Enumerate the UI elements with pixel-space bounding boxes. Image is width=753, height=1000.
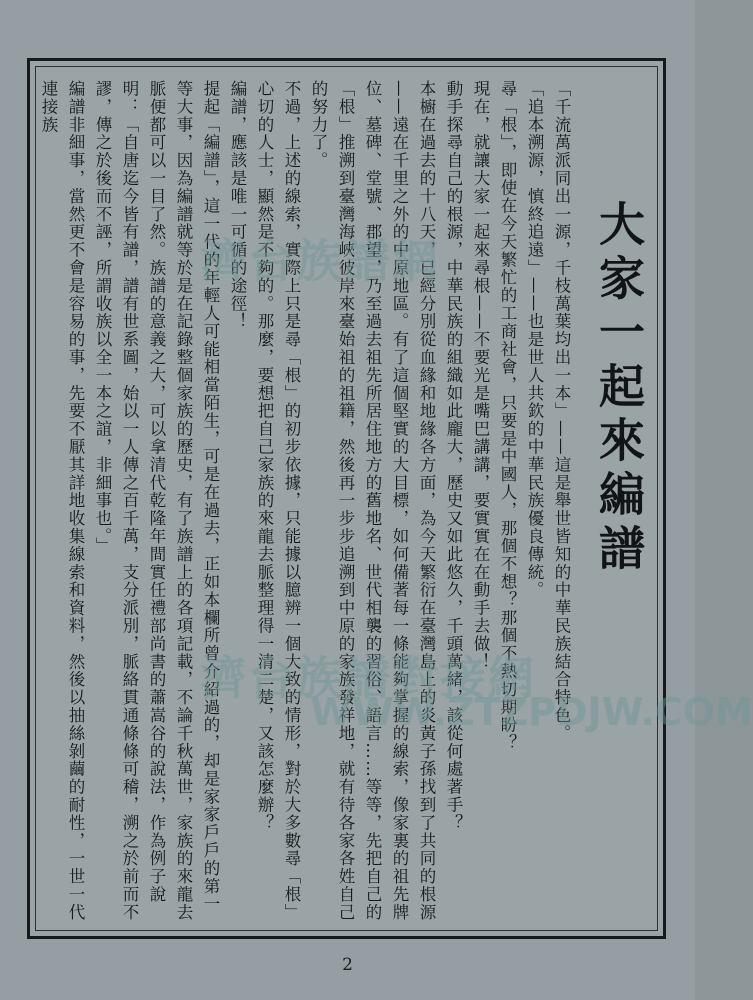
- paragraph-2: 「追本溯源，慎終追遠」——也是世人共欽的中華民族優良傳統。: [525, 80, 544, 600]
- watermark-text-top: 濟台族譜網: [200, 234, 440, 288]
- paragraph-5: 動手探尋自己的根源，中華民族的組織如此龐大，歷史又如此悠久，千頭萬緒，該從何處著手？: [444, 80, 463, 832]
- paragraph-1: 「千流萬派同出一源，千枝萬葉均出一本」——這是舉世皆知的中華民族結合特色。: [552, 80, 571, 743]
- paragraph-6: 本櫥在過去的十八天，已經分別從血緣和地緣各方面，為今天繁衍在臺灣島上的炎黃子孫找到了共同的根源——遠在千里之外的中原地區。有了這個堅實的大目標，如何備著每一條能夠掌握的線索，像家裏的祖先牌位、墓碑、堂號、郡望，乃至過去祖先所居住地方的舊地名、世代相襲的習俗、語言……等等，先把自己的「根」推溯到臺灣海峽彼岸來臺始祖的祖籍，然後再一步步追溯到中原的家族發祥地，就有待各家各姓自己的努力了。: [309, 80, 436, 922]
- paragraph-4: 現在，就讓大家一起來尋根——不要光是嘴巴講講，要實實在在動手去做！: [471, 80, 490, 671]
- paragraph-8: 編譜，應該是唯一可循的途徑！: [228, 80, 247, 331]
- watermark-url: WWW.ZTZPDJW.COM: [310, 690, 753, 734]
- paragraph-7: 不過，上述的線索，實際上只是尋「根」的初步依據，只能據以臆辨一個大致的情形，對於大多數尋「根」心切的人士，顯然是不夠的。那麼，要想把自己家族的來龍去脈整理得一清二楚，又該怎麼辦？: [255, 80, 301, 922]
- article-title: 大家一起來編譜: [592, 200, 646, 578]
- paragraph-9: 提起「編譜」，這一代的年輕人可能相當陌生，可是在過去，正如本欄所曾介紹過的，却是家家戶戶的第一等大事，因為編譜就等於是在記錄整個家族的歷史，有了族譜上的各項記載，不論千秋萬世，家族的來龍去脈便都可以一目了然。族譜的意義之大，可以拿清代乾隆年間實任禮部尚書的蕭嵩谷的說法，作為例子說明：「自唐迄今皆有譜，譜有世系圖，始以一人傳之百千萬，支分派別，脈絡貫通條條可稽，溯之於前而不謬，傳之於後而不誣，所謂收族以全一本之誼，非細事也。」: [93, 80, 220, 922]
- page-number: 2: [342, 955, 353, 975]
- article-body: [39, 80, 575, 925]
- paragraph-10: 編譜非細事，當然更不會是容易的事，先要不厭其詳地收集線索和資料，然後以抽絲剝繭的耐性，一世一代連接族: [39, 80, 85, 922]
- paragraph-3: 尋「根」，即使在今天繁忙的工商社會，只要是中國人，那個不想？那個不熱切期盼？: [498, 80, 517, 752]
- watermark-text-bottom: 濟台族譜對接網: [200, 651, 536, 705]
